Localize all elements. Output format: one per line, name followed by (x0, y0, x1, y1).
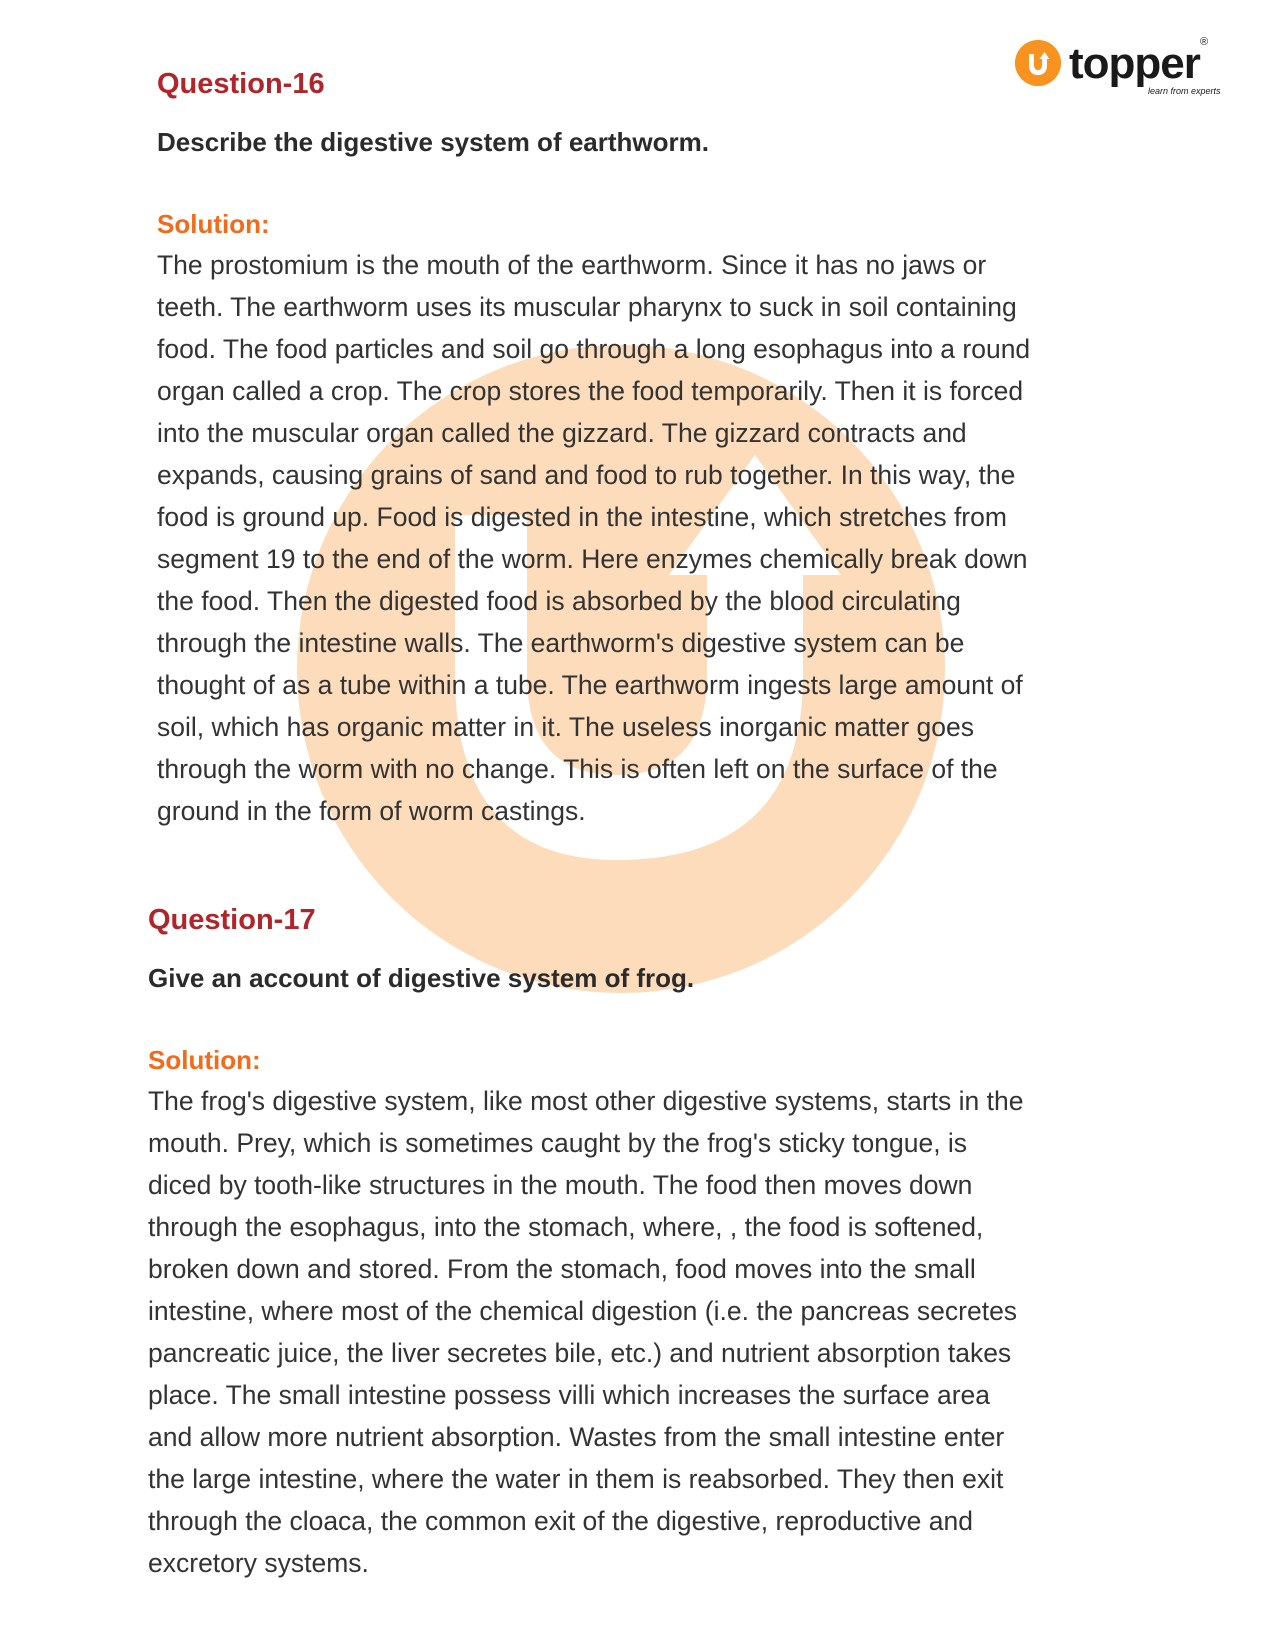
solution-line: through the cloaca, the common exit of the digestive, reproductive and (148, 1506, 973, 1536)
solution-line: The frog's digestive system, like most other digestive systems, starts in the (148, 1086, 1024, 1116)
solution-line: teeth. The earthworm uses its muscular pharynx to suck in soil containing (157, 292, 1017, 322)
solution-line: the food. Then the digested food is absorbed by the blood circulating (157, 586, 961, 616)
question-title: Question-16 (157, 68, 325, 100)
solution-line: pancreatic juice, the liver secretes bile, etc.) and nutrient absorption takes (148, 1338, 1012, 1368)
solution-line: through the worm with no change. This is often left on the surface of the (157, 754, 998, 784)
solution-line: expands, causing grains of sand and food to rub together. In this way, the (157, 460, 1016, 490)
question-block-17 (148, 900, 1108, 1584)
solution-line: mouth. Prey, which is sometimes caught by the frog's sticky tongue, is (148, 1128, 968, 1158)
question-block-16 (157, 64, 1107, 832)
brand-name: topper (1069, 39, 1200, 88)
topper-badge-icon (1015, 40, 1061, 86)
solution-line: intestine, where most of the chemical digestion (i.e. the pancreas secretes (148, 1296, 1018, 1326)
solution-line: place. The small intestine possess villi which increases the surface area (148, 1380, 991, 1410)
solution-line: through the esophagus, into the stomach, where, , the food is softened, (148, 1212, 984, 1242)
solution-text (157, 244, 1107, 832)
question-text: Describe the digestive system of earthworm. (157, 127, 709, 157)
solution-line: through the intestine walls. The earthworm's digestive system can be (157, 628, 965, 658)
solution-line: the large intestine, where the water in them is reabsorbed. They then exit (148, 1464, 1004, 1494)
solution-line: excretory systems. (148, 1548, 369, 1578)
solution-line: soil, which has organic matter in it. The useless inorganic matter goes (157, 712, 974, 742)
solution-line: thought of as a tube within a tube. The earthworm ingests large amount of (157, 670, 1023, 700)
solution-line: broken down and stored. From the stomach, food moves into the small (148, 1254, 976, 1284)
solution-line: diced by tooth-like structures in the mouth. The food then moves down (148, 1170, 973, 1200)
solution-line: segment 19 to the end of the worm. Here enzymes chemically break down (157, 544, 1028, 574)
solution-line: organ called a crop. The crop stores the food temporarily. Then it is forced (157, 376, 1024, 406)
solution-line: ground in the form of worm castings. (157, 796, 586, 826)
solution-line: into the muscular organ called the gizzard. The gizzard contracts and (157, 418, 967, 448)
question-title: Question-17 (148, 904, 316, 936)
solution-label: Solution: (148, 1045, 261, 1075)
solution-line: food is ground up. Food is digested in the intestine, which stretches from (157, 502, 1007, 532)
solution-label: Solution: (157, 209, 270, 239)
solution-line: and allow more nutrient absorption. Wastes from the small intestine enter (148, 1422, 1005, 1452)
solution-line: food. The food particles and soil go through a long esophagus into a round (157, 334, 1031, 364)
question-text: Give an account of digestive system of frog. (148, 963, 695, 993)
solution-text (148, 1080, 1108, 1584)
brand-tagline: learn from experts (1148, 86, 1221, 96)
registered-mark: ® (1200, 36, 1209, 48)
solution-line: The prostomium is the mouth of the earthworm. Since it has no jaws or (157, 250, 987, 280)
topper-logo[interactable] (1015, 36, 1221, 98)
